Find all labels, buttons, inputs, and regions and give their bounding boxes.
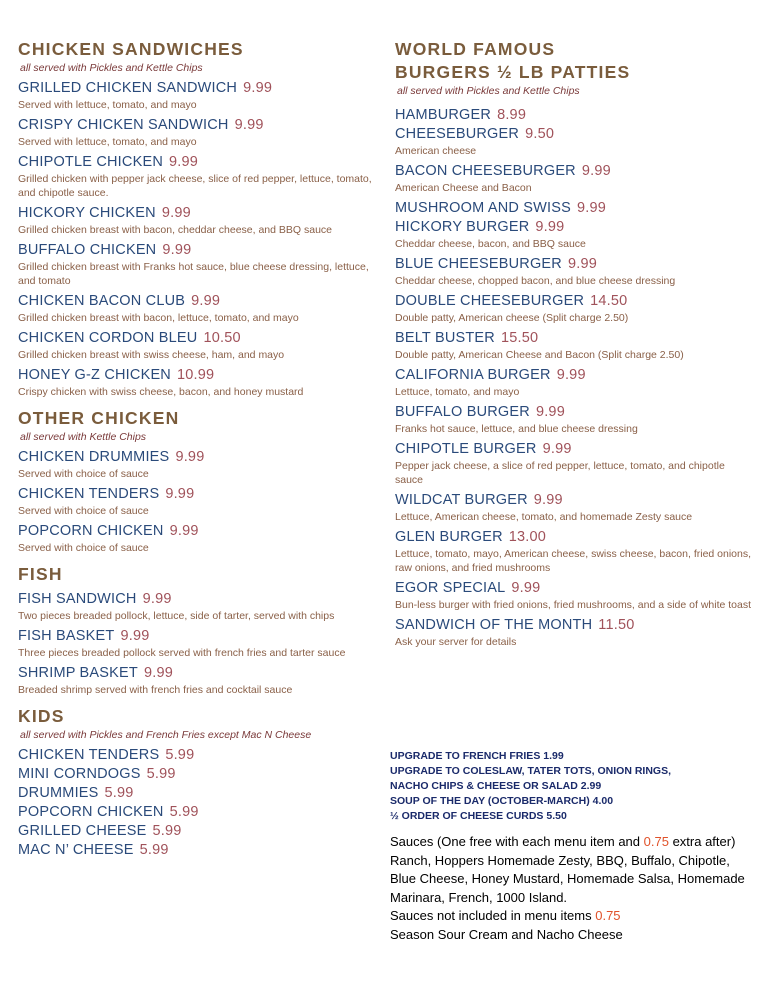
menu-item-description: Lettuce, tomato, and mayo [395,386,520,398]
menu-item-line [18,485,378,504]
menu-item-price: 14.50 [590,293,628,309]
sauce-extra-price: 0.75 [643,834,669,849]
menu-item-line [395,366,755,385]
menu-item-price: 9.99 [162,242,192,258]
menu-item-name: MINI CORNDOGS [18,766,141,782]
section-note: all served with Kettle Chips [20,431,147,443]
menu-item-description: Served with choice of sauce [18,468,149,480]
upgrades-list [390,749,755,824]
burgers-title-line2: BURGERS ½ LB PATTIES [395,62,631,82]
menu-item-description: Cheddar cheese, chopped bacon, and blue cheese dressing [395,275,676,287]
menu-item-hickory-chicken [18,204,378,237]
upgrade-line: SOUP OF THE DAY (OCTOBER-MARCH) 4.00 [390,795,614,807]
menu-item-name: SHRIMP BASKET [18,665,138,681]
menu-item-line [18,79,378,98]
menu-item-line [18,803,378,822]
menu-item-description: Lettuce, American cheese, tomato, and homemade Zesty sauce [395,511,693,523]
menu-item-price: 9.99 [169,154,199,170]
menu-item-description: Served with lettuce, tomato, and mayo [18,136,197,148]
menu-item-buffalo-burger [395,403,755,436]
menu-item-description: Served with lettuce, tomato, and mayo [18,99,197,111]
upgrade-line: ½ ORDER OF CHEESE CURDS 5.50 [390,810,567,822]
menu-item-price: 9.50 [525,126,555,142]
menu-item-chipotle-chicken [18,153,378,200]
menu-item-price: 9.99 [243,80,273,96]
menu-item-price: 5.99 [139,842,169,858]
menu-item-name: BUFFALO BURGER [395,404,530,420]
menu-item-chicken-bacon-club [18,292,378,325]
menu-item-price: 9.99 [161,205,191,221]
menu-item-description: Served with choice of sauce [18,542,149,554]
menu-item-price: 9.99 [169,523,199,539]
menu-item-name: EGOR SPECIAL [395,580,506,596]
menu-item-belt-buster [395,329,755,362]
menu-item-price: 5.99 [169,804,199,820]
menu-item-line [18,784,378,803]
menu-item-price: 9.99 [556,367,586,383]
right-menu-column [395,38,755,653]
menu-item-grilled-chicken-sandwich [18,79,378,112]
section-note: all served with Pickles and French Fries except Mac N Cheese [20,729,312,741]
menu-item-line [395,403,755,422]
menu-item-line [18,329,378,348]
sauces-text: Sauces (One free with each menu item and [390,834,644,849]
section-chicken-sandwiches [18,38,378,399]
menu-item-line [395,491,755,510]
menu-item-name: HICKORY BURGER [395,219,530,235]
menu-item-line [395,106,755,125]
menu-item-buffalo-chicken [18,241,378,288]
menu-item-line [395,125,755,144]
menu-item-blue-cheeseburger [395,255,755,288]
menu-item-line [18,448,378,467]
menu-item-chicken-tenders [18,746,378,765]
left-menu-column [18,38,378,868]
menu-item-line [18,292,378,311]
menu-item-line [395,292,755,311]
menu-item-name: HONEY G-Z CHICKEN [18,367,171,383]
menu-item-line [18,116,378,135]
menu-item-price: 9.99 [191,293,221,309]
menu-item-line [18,627,378,646]
menu-item-name: SANDWICH OF THE MONTH [395,617,593,633]
menu-item-drummies [18,784,378,803]
menu-item-description: Franks hot sauce, lettuce, and blue cheese dressing [395,423,638,435]
section-title: FISH [18,564,63,584]
menu-item-name: POPCORN CHICKEN [18,804,164,820]
menu-item-line [395,440,755,459]
menu-item-name: CALIFORNIA BURGER [395,367,551,383]
menu-item-line [395,218,755,237]
menu-item-glen-burger [395,528,755,575]
menu-item-description: Ask your server for details [395,636,517,648]
menu-item-name: CHIPOTLE CHICKEN [18,154,163,170]
menu-item-name: POPCORN CHICKEN [18,523,164,539]
menu-item-shrimp-basket [18,664,378,697]
menu-item-name: GRILLED CHICKEN SANDWICH [18,80,238,96]
sauces-list-text: extra after) Ranch, Hoppers Homemade Zesty, BBQ, Buffalo, Chipotle, Blue Cheese, Honey Mustard, Homemade Salsa, Homemade Marinara, French, 1000 Island. [390,834,745,905]
menu-item-description: Grilled chicken breast with swiss cheese, ham, and mayo [18,349,285,361]
menu-item-chicken-drummies [18,448,378,481]
menu-item-hamburger [395,106,755,125]
section-title: OTHER CHICKEN [18,408,180,428]
section-kids [18,705,378,860]
menu-item-price: 5.99 [146,766,176,782]
menu-item-description: Three pieces breaded pollock served with french fries and tarter sauce [18,647,346,659]
menu-item-price: 11.50 [598,617,635,633]
menu-item-description: Served with choice of sauce [18,505,149,517]
menu-item-price: 9.99 [535,404,565,420]
menu-item-line [18,241,378,260]
menu-item-name: FISH BASKET [18,628,115,644]
menu-item-mac-n-cheese [18,841,378,860]
menu-item-description: Grilled chicken breast with bacon, cheddar cheese, and BBQ sauce [18,224,333,236]
menu-item-crispy-chicken-sandwich [18,116,378,149]
burgers-list [395,106,755,649]
menu-item-price: 9.99 [533,492,563,508]
menu-item-line [395,616,755,635]
sauces-not-included-text: Sauces not included in menu items [390,908,596,923]
menu-item-line [18,841,378,860]
menu-item-line [395,528,755,547]
menu-item-line [395,199,755,218]
menu-item-name: MAC N’ CHEESE [18,842,134,858]
menu-item-line [18,590,378,609]
section-fish [18,563,378,697]
season-sauces: Season Sour Cream and Nacho Cheese [390,926,623,942]
menu-item-name: CHICKEN CORDON BLEU [18,330,198,346]
menu-item-description: Cheddar cheese, bacon, and BBQ sauce [395,238,586,250]
menu-item-popcorn-chicken [18,803,378,822]
menu-item-line [395,255,755,274]
menu-item-name: CHEESEBURGER [395,126,520,142]
menu-item-name: GRILLED CHEESE [18,823,147,839]
menu-item-popcorn-chicken [18,522,378,555]
menu-item-fish-sandwich [18,590,378,623]
menu-item-line [395,162,755,181]
menu-item-fish-basket [18,627,378,660]
menu-item-grilled-cheese [18,822,378,841]
menu-item-name: BACON CHEESEBURGER [395,163,576,179]
sauces-not-included [390,907,755,926]
menu-item-description: Grilled chicken with pepper jack cheese, slice of red pepper, lettuce, tomato, and chipotle sauce. [18,173,372,199]
menu-item-price: 15.50 [500,330,539,346]
menu-item-name: CHICKEN TENDERS [18,747,160,763]
menu-item-price: 9.99 [542,441,572,457]
menu-item-name: CHICKEN BACON CLUB [18,293,186,309]
menu-item-honey-g-z-chicken [18,366,378,399]
menu-item-name: MUSHROOM AND SWISS [395,200,571,216]
menu-item-line [18,664,378,683]
menu-item-mushroom-and-swiss [395,199,755,218]
upgrade-line: UPGRADE TO FRENCH FRIES 1.99 [390,750,564,762]
menu-item-california-burger [395,366,755,399]
sauces-info [390,833,755,944]
menu-item-line [18,153,378,172]
menu-item-price: 9.99 [581,163,611,179]
menu-item-price: 9.99 [535,219,565,235]
menu-item-description: Pepper jack cheese, a slice of red pepper, lettuce, tomato, and chipotle sauce [395,460,725,486]
menu-item-wildcat-burger [395,491,755,524]
menu-item-description: American Cheese and Bacon [395,182,532,194]
menu-item-hickory-burger [395,218,755,251]
section-note: all served with Pickles and Kettle Chips [20,62,203,74]
sauces-paragraph [390,833,755,907]
menu-item-chipotle-burger [395,440,755,487]
menu-item-description: American cheese [395,145,477,157]
sauces-not-included-price: 0.75 [595,908,621,923]
menu-item-name: CRISPY CHICKEN SANDWICH [18,117,229,133]
menu-item-egor-special [395,579,755,612]
section-other-chicken [18,407,378,555]
menu-item-double-cheeseburger [395,292,755,325]
menu-item-sandwich-of-the-month [395,616,755,649]
menu-item-price: 9.99 [577,200,607,216]
menu-item-description: Crispy chicken with swiss cheese, bacon, and honey mustard [18,386,304,398]
menu-item-name: WILDCAT BURGER [395,492,528,508]
menu-item-price: 9.99 [175,449,205,465]
menu-item-price: 9.99 [165,486,195,502]
section-title: CHICKEN SANDWICHES [18,39,244,59]
menu-item-price: 9.99 [142,591,172,607]
menu-item-line [18,522,378,541]
menu-item-cheeseburger [395,125,755,158]
burgers-title-line1: WORLD FAMOUS [395,39,556,59]
menu-item-name: GLEN BURGER [395,529,503,545]
menu-item-line [18,822,378,841]
menu-item-chicken-cordon-bleu [18,329,378,362]
menu-item-description: Double patty, American Cheese and Bacon (Split charge 2.50) [395,349,684,361]
menu-item-description: Double patty, American cheese (Split charge 2.50) [395,312,629,324]
menu-item-line [18,366,378,385]
menu-item-description: Breaded shrimp served with french fries and cocktail sauce [18,684,293,696]
menu-item-description: Lettuce, tomato, mayo, American cheese, swiss cheese, bacon, fried onions, raw onions, and fried mushrooms [395,548,752,574]
menu-item-mini-corndogs [18,765,378,784]
menu-item-chicken-tenders [18,485,378,518]
menu-item-name: CHICKEN TENDERS [18,486,160,502]
menu-item-price: 5.99 [152,823,182,839]
upgrade-line: UPGRADE TO COLESLAW, TATER TOTS, ONION RINGS, [390,765,671,777]
menu-item-bacon-cheeseburger [395,162,755,195]
burgers-note: all served with Pickles and Kettle Chips [397,85,580,97]
menu-item-line [18,204,378,223]
menu-item-price: 9.99 [234,117,264,133]
menu-item-name: BLUE CHEESEBURGER [395,256,562,272]
upgrade-line: NACHO CHIPS & CHEESE OR SALAD 2.99 [390,780,602,792]
section-title: KIDS [18,706,65,726]
menu-item-price: 9.99 [120,628,150,644]
menu-item-line [395,579,755,598]
menu-item-name: CHICKEN DRUMMIES [18,449,170,465]
menu-item-price: 13.00 [508,529,547,545]
menu-item-line [18,765,378,784]
menu-item-line [18,746,378,765]
menu-item-description: Two pieces breaded pollock, lettuce, side of tarter, served with chips [18,610,335,622]
menu-item-price: 5.99 [165,747,195,763]
menu-item-price: 8.99 [497,107,527,123]
menu-item-price: 9.99 [511,580,541,596]
menu-item-description: Bun-less burger with fried onions, fried mushrooms, and a side of white toast [395,599,752,611]
menu-item-name: CHIPOTLE BURGER [395,441,537,457]
menu-item-name: HAMBURGER [395,107,492,123]
menu-item-name: DOUBLE CHEESEBURGER [395,293,585,309]
menu-item-price: 10.50 [203,330,241,346]
menu-item-price: 9.99 [567,256,598,272]
menu-item-description: Grilled chicken breast with Franks hot sauce, blue cheese dressing, lettuce, and tomato [18,261,369,287]
menu-item-name: BUFFALO CHICKEN [18,242,157,258]
menu-item-price: 9.99 [143,665,174,681]
menu-item-name: DRUMMIES [18,785,99,801]
menu-item-name: FISH SANDWICH [18,591,137,607]
menu-item-name: BELT BUSTER [395,330,495,346]
menu-item-name: HICKORY CHICKEN [18,205,156,221]
menu-item-price: 5.99 [104,785,134,801]
menu-item-description: Grilled chicken breast with bacon, lettuce, tomato, and mayo [18,312,299,324]
menu-item-price: 10.99 [176,367,215,383]
menu-item-line [395,329,755,348]
